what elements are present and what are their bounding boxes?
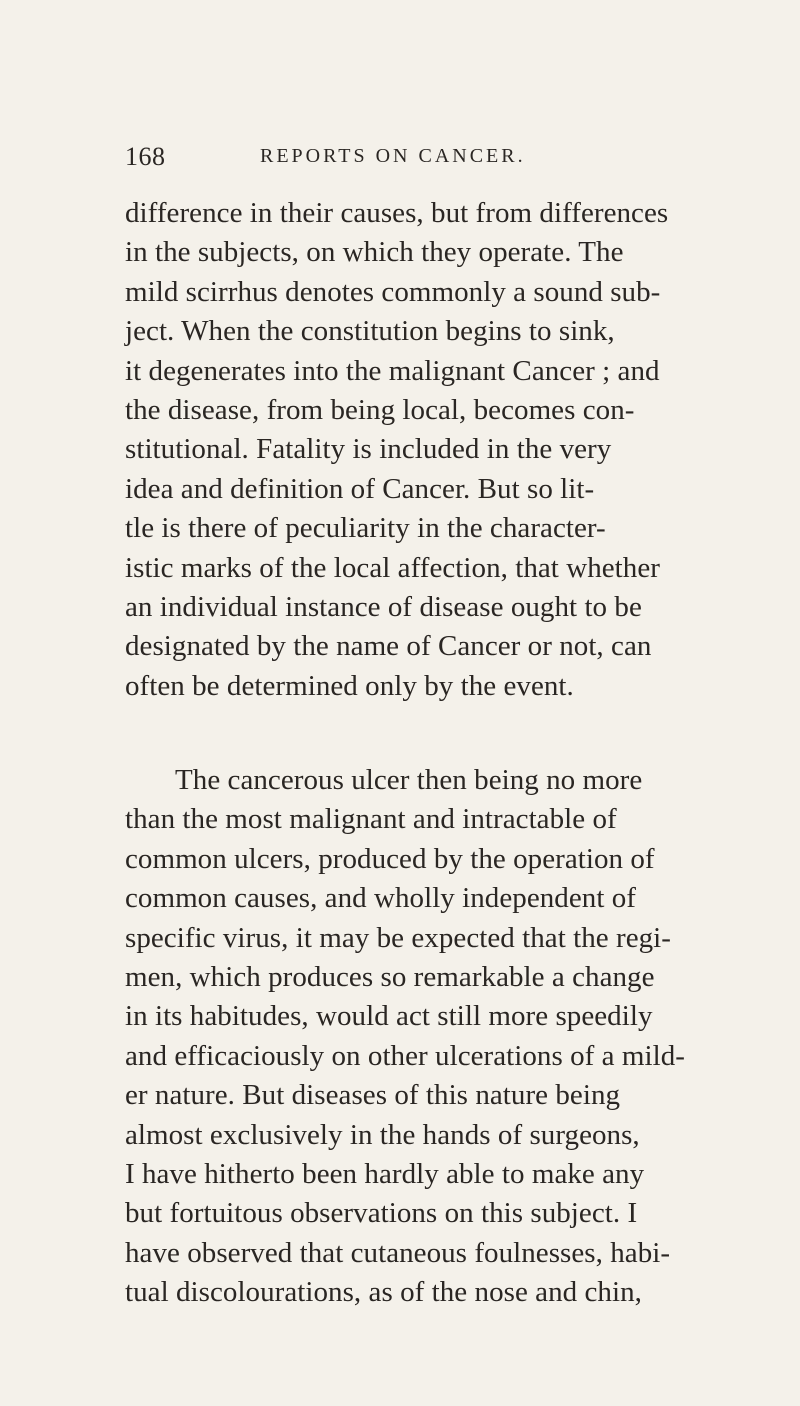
text-line: ject. When the constitution begins to sink, xyxy=(125,315,615,348)
paragraph-gap xyxy=(155,706,705,761)
text-line: in the subjects, on which they operate. The xyxy=(125,236,624,269)
text-line: almost exclusively in the hands of surgeons, xyxy=(125,1118,640,1151)
text-line: it degenerates into the malignant Cancer ; and xyxy=(125,354,660,387)
text-line: men, which produces so remarkable a change xyxy=(125,961,655,994)
text-line: but fortuitous observations on this subject. I xyxy=(125,1197,638,1230)
paragraph-1 xyxy=(125,194,705,706)
text-line: than the most malignant and intractable of xyxy=(125,803,617,836)
text-line: istic marks of the local affection, that whether xyxy=(125,551,660,584)
text-line: idea and definition of Cancer. But so lit- xyxy=(125,472,595,505)
page-number: 168 xyxy=(125,142,166,171)
running-head xyxy=(125,142,685,182)
text-line: The cancerous ulcer then being no more xyxy=(175,764,643,797)
text-line: and efficaciously on other ulcerations of a mild- xyxy=(125,1039,685,1072)
text-line: specific virus, it may be expected that the regi- xyxy=(125,921,671,954)
text-line: in its habitudes, would act still more speedily xyxy=(125,1000,653,1033)
text-line: have observed that cutaneous foulnesses, habi- xyxy=(125,1236,671,1269)
text-line: common ulcers, produced by the operation of xyxy=(125,842,655,875)
text-line: common causes, and wholly independent of xyxy=(125,882,636,915)
text-line: I have hitherto been hardly able to make any xyxy=(125,1157,645,1190)
paragraph-2 xyxy=(125,761,705,1312)
text-line: designated by the name of Cancer or not, can xyxy=(125,630,652,663)
text-line: mild scirrhus denotes commonly a sound sub- xyxy=(125,275,661,308)
text-line: an individual instance of disease ought to be xyxy=(125,590,642,623)
text-line: tle is there of peculiarity in the character- xyxy=(125,512,606,545)
running-title: REPORTS ON CANCER. xyxy=(260,145,526,167)
text-line: the disease, from being local, becomes con- xyxy=(125,393,635,426)
text-line: stitutional. Fatality is included in the very xyxy=(125,433,612,466)
body-text xyxy=(125,194,705,1313)
text-line: often be determined only by the event. xyxy=(125,669,574,702)
text-line: er nature. But diseases of this nature being xyxy=(125,1079,621,1112)
text-line: tual discolourations, as of the nose and chin, xyxy=(125,1276,642,1309)
text-line: difference in their causes, but from differences xyxy=(125,197,669,229)
